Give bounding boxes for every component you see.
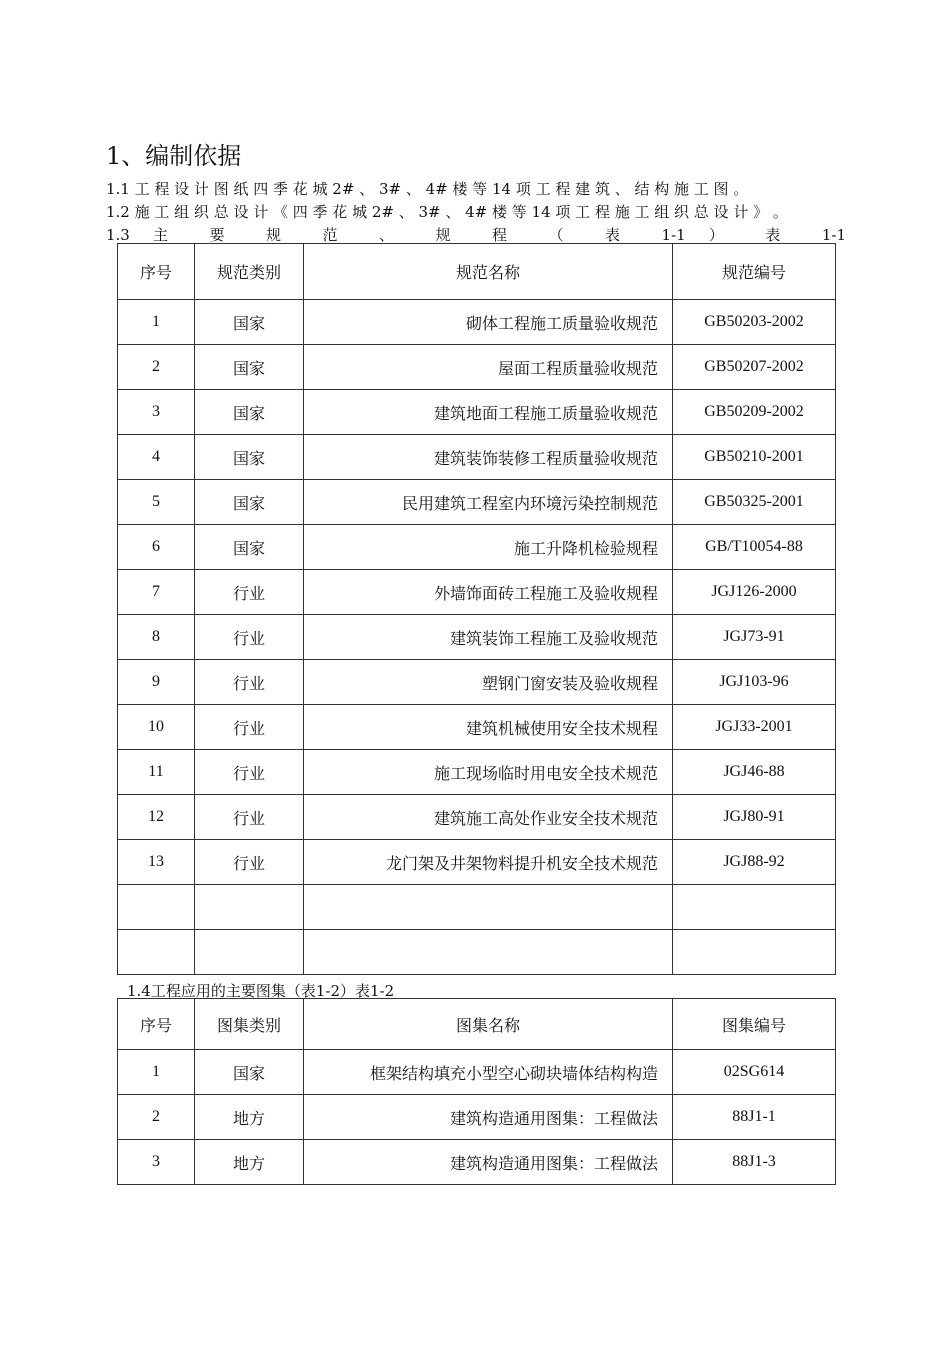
standards-cell: 建筑装饰工程施工及验收规范 [304, 615, 673, 660]
standards-header-row [118, 244, 836, 300]
standards-cell: 国家 [195, 390, 304, 435]
standards-cell: JGJ80-91 [673, 795, 836, 840]
standards-cell: JGJ88-92 [673, 840, 836, 885]
standards-cell: 国家 [195, 300, 304, 345]
standards-cell [304, 885, 673, 930]
standards-cell: 7 [118, 570, 195, 615]
standards-cell: 3 [118, 390, 195, 435]
atlas-cell: 88J1-3 [673, 1140, 836, 1185]
standards-header-cell: 规范名称 [304, 244, 673, 300]
standards-cell: JGJ103-96 [673, 660, 836, 705]
atlas-cell: 框架结构填充小型空心砌块墙体结构构造 [304, 1050, 673, 1095]
standards-cell: 建筑地面工程施工质量验收规范 [304, 390, 673, 435]
standards-row [118, 435, 836, 480]
standards-cell [118, 930, 195, 975]
standards-header-cell: 规范类别 [195, 244, 304, 300]
standards-cell: JGJ46-88 [673, 750, 836, 795]
atlas-cell: 地方 [195, 1095, 304, 1140]
standards-cell [673, 930, 836, 975]
standards-cell: 8 [118, 615, 195, 660]
standards-cell: 国家 [195, 525, 304, 570]
atlas-cell: 地方 [195, 1140, 304, 1185]
standards-cell: 行业 [195, 705, 304, 750]
standards-header-cell: 序号 [118, 244, 195, 300]
standards-cell: 行业 [195, 660, 304, 705]
standards-cell: 塑钢门窗安装及验收规程 [304, 660, 673, 705]
atlas-header-row [118, 999, 836, 1050]
standards-cell: 11 [118, 750, 195, 795]
standards-cell: 民用建筑工程室内环境污染控制规范 [304, 480, 673, 525]
standards-cell [195, 930, 304, 975]
standards-header-cell: 规范编号 [673, 244, 836, 300]
standards-cell: 2 [118, 345, 195, 390]
atlas-row [118, 1140, 836, 1185]
standards-cell: 建筑装饰装修工程质量验收规范 [304, 435, 673, 480]
atlas-cell: 2 [118, 1095, 195, 1140]
standards-row [118, 570, 836, 615]
atlas-header-cell: 序号 [118, 999, 195, 1050]
standards-cell: GB50209-2002 [673, 390, 836, 435]
atlas-header-cell: 图集名称 [304, 999, 673, 1050]
standards-cell: 屋面工程质量验收规范 [304, 345, 673, 390]
standards-row [118, 525, 836, 570]
standards-cell: GB50325-2001 [673, 480, 836, 525]
basis-line-2: 1.2 施 工 组 织 总 设 计 《 四 季 花 城 2# 、 3# 、 4# 楼 等 14 项 工 程 施 工 组 织 总 设 计 》 。 [106, 203, 788, 221]
standards-cell: 6 [118, 525, 195, 570]
standards-cell: 龙门架及井架物料提升机安全技术规范 [304, 840, 673, 885]
standards-row [118, 615, 836, 660]
standards-cell: JGJ33-2001 [673, 705, 836, 750]
standards-cell: 12 [118, 795, 195, 840]
standards-cell [304, 930, 673, 975]
atlas-cell: 3 [118, 1140, 195, 1185]
standards-cell: 砌体工程施工质量验收规范 [304, 300, 673, 345]
standards-cell: 13 [118, 840, 195, 885]
standards-row [118, 345, 836, 390]
standards-cell: 行业 [195, 750, 304, 795]
standards-cell: 10 [118, 705, 195, 750]
atlas-cell: 建筑构造通用图集：工程做法 [304, 1140, 673, 1185]
standards-cell: 9 [118, 660, 195, 705]
standards-cell: 施工现场临时用电安全技术规范 [304, 750, 673, 795]
standards-cell: 1 [118, 300, 195, 345]
standards-cell: 国家 [195, 480, 304, 525]
atlas-header-cell: 图集编号 [673, 999, 836, 1050]
standards-cell: 行业 [195, 840, 304, 885]
standards-row [118, 660, 836, 705]
basis-line-1: 1.1 工 程 设 计 图 纸 四 季 花 城 2# 、 3# 、 4# 楼 等 14 项 工 程 建 筑 、 结 构 施 工 图 。 [106, 180, 749, 198]
standards-cell: GB50203-2002 [673, 300, 836, 345]
standards-row [118, 480, 836, 525]
standards-cell: JGJ126-2000 [673, 570, 836, 615]
atlas-cell: 1 [118, 1050, 195, 1095]
standards-cell [195, 885, 304, 930]
standards-row [118, 300, 836, 345]
standards-cell: JGJ73-91 [673, 615, 836, 660]
standards-row [118, 885, 836, 930]
standards-cell: GB50210-2001 [673, 435, 836, 480]
standards-cell: 施工升降机检验规程 [304, 525, 673, 570]
standards-row [118, 795, 836, 840]
atlas-cell: 88J1-1 [673, 1095, 836, 1140]
standards-cell: GB/T10054-88 [673, 525, 836, 570]
standards-cell [673, 885, 836, 930]
standards-cell: 建筑机械使用安全技术规程 [304, 705, 673, 750]
atlas-cell: 国家 [195, 1050, 304, 1095]
atlas-table [117, 998, 836, 1185]
atlas-cell: 02SG614 [673, 1050, 836, 1095]
standards-row [118, 390, 836, 435]
basis-line-3: 1.3 主 要 规 范 、 规 程 （ 表 1-1 ） 表 1-1 [106, 226, 846, 244]
standards-cell: 行业 [195, 615, 304, 660]
standards-cell: 5 [118, 480, 195, 525]
standards-cell: GB50207-2002 [673, 345, 836, 390]
standards-row [118, 930, 836, 975]
standards-row [118, 750, 836, 795]
standards-cell: 外墙饰面砖工程施工及验收规程 [304, 570, 673, 615]
atlas-header-cell: 图集类别 [195, 999, 304, 1050]
atlas-cell: 建筑构造通用图集：工程做法 [304, 1095, 673, 1140]
standards-cell: 国家 [195, 435, 304, 480]
atlas-row [118, 1095, 836, 1140]
standards-cell: 国家 [195, 345, 304, 390]
standards-row [118, 840, 836, 885]
section-heading: 1、编制依据 [106, 142, 242, 170]
standards-cell: 行业 [195, 795, 304, 840]
atlas-table-caption: 1.4工程应用的主要图集（表1-2）表1-2 [127, 982, 395, 1000]
standards-row [118, 705, 836, 750]
atlas-row [118, 1050, 836, 1095]
standards-cell: 行业 [195, 570, 304, 615]
standards-cell: 建筑施工高处作业安全技术规范 [304, 795, 673, 840]
standards-cell [118, 885, 195, 930]
standards-table [117, 243, 836, 975]
standards-cell: 4 [118, 435, 195, 480]
